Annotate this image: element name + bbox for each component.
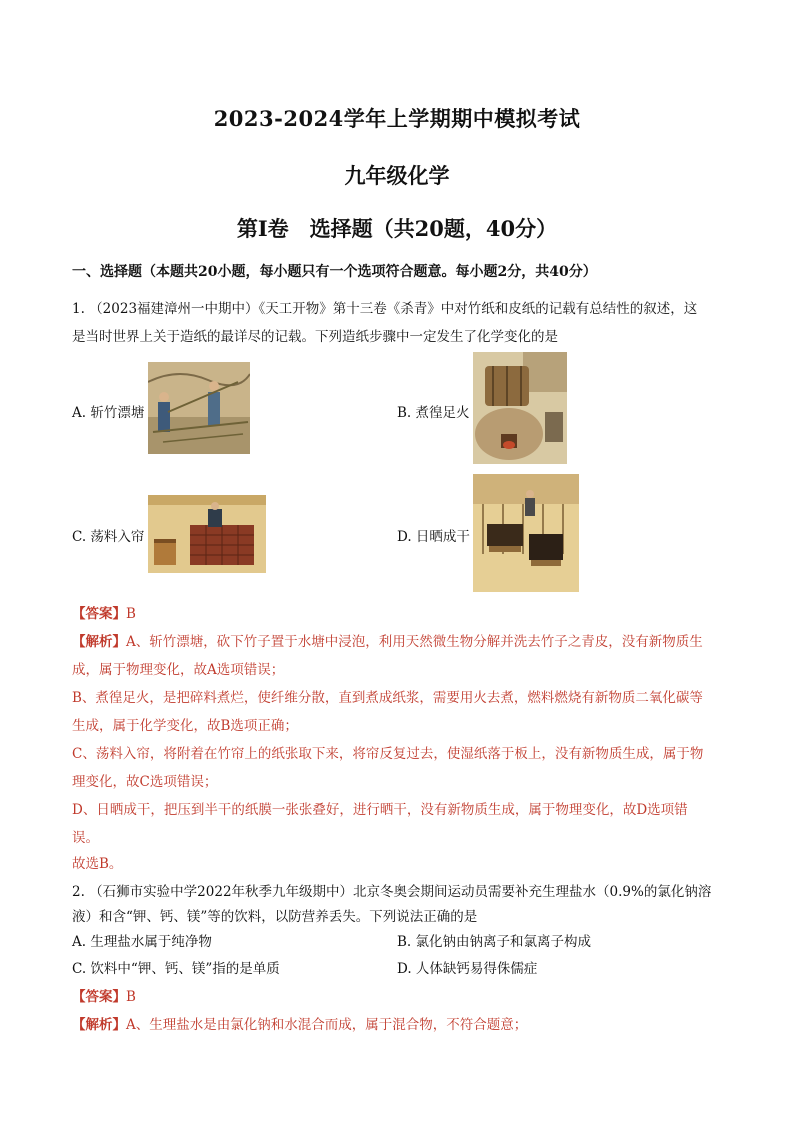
q1-option-a: A. 斩竹漂塘: [72, 405, 145, 421]
q1-analysis-line3: B、煮徨足火，是把碎料煮烂，使纤维分散，直到煮成纸浆，需要用火去煮，燃料燃烧有新物质二氧化碳等: [72, 690, 703, 706]
exam-title: 2023-2024学年上学期期中模拟考试: [213, 106, 581, 131]
subject-title: 九年级化学: [344, 163, 450, 188]
q1-option-b: B. 煮徨足火: [397, 405, 470, 421]
q1-option-d: D. 日晒成干: [397, 529, 470, 545]
q2-option-b: B. 氯化钠由钠离子和氯离子构成: [397, 934, 592, 950]
q1-stem-line1: 1. （2023福建漳州一中期中）《天工开物》第十三卷《杀青》中对竹纸和皮纸的记载有总结性的叙述，这: [72, 301, 698, 317]
answer-tag: 【答案】: [72, 606, 126, 622]
analysis-tag: 【解析】: [72, 1017, 126, 1033]
q1-analysis-line7: D、日晒成干，把压到半干的纸膜一张张叠好，进行晒干，没有新物质生成，属于物理变化，故D选项错: [72, 802, 688, 818]
q2-option-c: C. 饮料中“钾、钙、镁”指的是单质: [72, 961, 280, 977]
q2-stem-line2: 液）和含“钾、钙、镁”等的饮料，以防营养丢失。下列说法正确的是: [72, 909, 478, 925]
analysis-tag: 【解析】: [72, 634, 126, 650]
q1-option-c: C. 荡料入帘: [72, 529, 145, 545]
q1-image-a-cutting-bamboo: [148, 362, 250, 454]
q1-stem-line2: 是当时世界上关于造纸的最详尽的记载。下列造纸步骤中一定发生了化学变化的是: [72, 329, 558, 345]
q2-option-a: A. 生理盐水属于纯净物: [72, 934, 212, 950]
q1-analysis-line9: 故选B。: [72, 856, 123, 872]
q2-analysis-line1: 【解析】A、生理盐水是由氯化钠和水混合而成，属于混合物，不符合题意；: [72, 1017, 528, 1033]
q1-analysis-line1: 【解析】A、斩竹漂塘，砍下竹子置于水塘中浸泡，利用天然微生物分解并洗去竹子之青皮，没有新物质生: [72, 634, 703, 650]
q2-answer-line: [72, 985, 136, 1005]
q2-option-d: D. 人体缺钙易得侏儒症: [397, 961, 538, 977]
part-title: 第Ⅰ卷 选择题（共20题，40分）: [236, 216, 558, 241]
q1-analysis-line4: 生成，属于化学变化，故B选项正确；: [72, 718, 298, 734]
q1-image-d-sun-drying: [473, 474, 579, 592]
q1-analysis-line2: 成，属于物理变化，故A选项错误；: [72, 662, 285, 678]
q1-answer-value: B: [126, 606, 136, 622]
q1-analysis-line6: 理变化，故C选项错误；: [72, 774, 218, 790]
q1-answer-line: [72, 602, 136, 622]
q2-stem-line1: 2. （石狮市实验中学2022年秋季九年级期中）北京冬奥会期间运动员需要补充生理盐水（0.9%的氯化钠溶: [72, 884, 712, 900]
q1-image-b-boiling-pulp: [473, 352, 567, 464]
q1-image-c-scooping-pulp: [148, 495, 266, 573]
section-heading: 一、选择题（本题共20小题，每小题只有一个选项符合题意。每小题2分，共40分）: [72, 264, 597, 280]
q1-analysis-line5: C、荡料入帘，将附着在竹帘上的纸张取下来，将帘反复过去，使湿纸落于板上，没有新物质生成，属于物: [72, 746, 704, 762]
answer-tag: 【答案】: [72, 989, 126, 1005]
q1-analysis-line8: 误。: [72, 830, 99, 846]
q2-answer-value: B: [126, 989, 136, 1005]
